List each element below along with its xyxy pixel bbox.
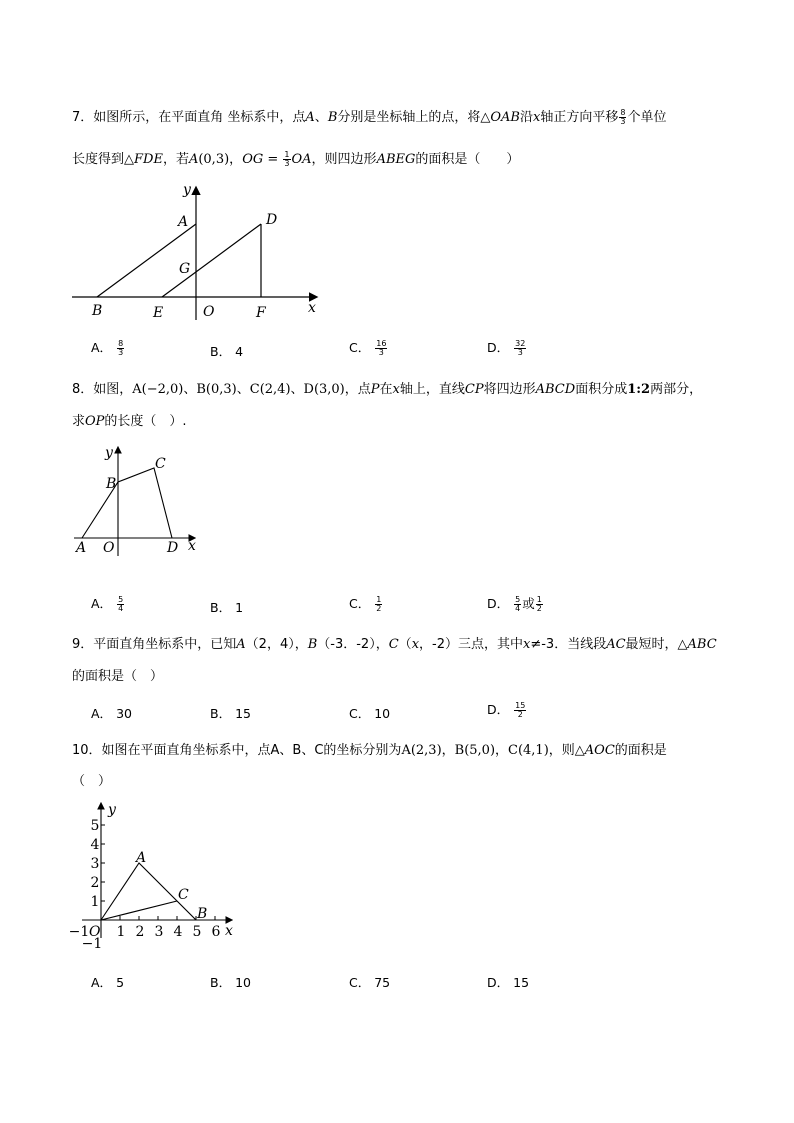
q9-line2 [72,665,163,684]
q10-figure [68,800,243,955]
label-a: A [178,214,189,230]
label-b: B [106,476,117,492]
label-x: x [308,300,316,316]
neg-x-tick: −1 [68,924,90,940]
point-b: B [307,637,318,652]
x-var: x [411,637,420,652]
q8-text: 在 [379,382,393,397]
q7-text: 7．如图所示，在平面直角 坐标系中，点 [72,110,306,125]
coord-a: (0,3) [198,152,230,167]
label-b: B [197,906,208,922]
q9-line1 [72,633,717,652]
q7-text: ，则四边形 [311,152,377,167]
q10-option-d[interactable]: D． 15 [487,975,530,990]
triangle-abc: ABC [687,637,717,652]
q7-option-c[interactable]: C． $\frac{16}{3}$ [349,339,387,357]
quad-abcd: ABCD [535,382,576,397]
neg-y-tick: −1 [81,936,103,952]
segment-op: OP [85,414,105,429]
q7-option-a[interactable]: A． $\frac{8}{3}$ [91,339,124,357]
q10-text: 10．如图在平面直角坐标系中，点A、B、C的坐标分别为 [72,743,402,758]
q8-text: 两部分， [650,382,703,397]
q7-text: 分别是坐标轴上的点，将△ [337,110,491,125]
q9-text: 最短时，△ [625,637,688,652]
q9-text: （ [398,637,412,652]
q10-text: 的面积是 [614,743,667,758]
label-c: C [155,456,166,472]
q7-text: 的面积是（ ） [415,152,520,167]
q7-text: ，若 [162,152,189,167]
quad-abeg: ABEG [376,152,416,167]
q10-option-c[interactable]: C． 75 [349,975,391,990]
label-d: D [167,540,179,556]
x-tick: 1 [116,924,126,940]
q8-option-c[interactable]: C． $\frac{1}{2}$ [349,595,382,613]
y-tick: 4 [90,837,100,853]
q9-text: 9．平面直角坐标系中，已知 [72,637,237,652]
x-var: x [392,382,400,397]
ratio: 1:2 [627,382,651,397]
segment-ac: AC [606,637,626,652]
label-a: A [76,540,87,556]
q9-text: ≠-3．当线段 [530,637,607,652]
triangle-fde: FDE [134,152,163,167]
quad-abcd-shape [82,468,172,538]
label-g: G [179,261,191,277]
point-a: A [236,637,246,652]
x-tick: 2 [135,924,145,940]
q8-text: 将四边形 [483,382,536,397]
y-tick: 5 [90,818,100,834]
x-tick: 3 [154,924,164,940]
x-var: x [533,110,541,125]
q8-text: 8．如图， [72,382,133,397]
q10-line2 [72,770,111,789]
q7-line2 [72,148,519,168]
triangle-oab: OAB [490,110,520,125]
q8-text: 求 [72,414,86,429]
label-a: A [136,850,147,866]
q10-option-b[interactable]: B． 10 [210,975,251,990]
label-o: O [203,304,215,320]
label-b: B [92,303,103,319]
y-tick: 3 [90,856,100,872]
q9-text: （2，4）， [245,637,308,652]
q8-option-b[interactable]: B． 1 [210,600,244,615]
q8-option-a[interactable]: A． $\frac{5}{4}$ [91,595,124,613]
point-c: C [388,637,399,652]
label-e: E [153,305,164,321]
y-tick: 2 [90,875,100,891]
q9-option-d[interactable]: D． $\frac{15}{2}$ [487,701,526,719]
q7-option-b[interactable]: B． 4 [210,344,244,359]
equals: = [263,152,283,167]
q7-text: ， [229,152,243,167]
segment-og: OG [242,152,264,167]
og-fraction: $\frac{1}{3}$ [284,150,290,168]
segment-oa: OA [291,152,312,167]
x-tick: 5 [192,924,202,940]
q9-text: ，-2）三点，其中 [419,637,523,652]
q7-line1 [72,106,666,126]
label-c: C [178,887,189,903]
q10-text: （ ） [72,774,112,789]
q8-line1 [72,378,702,397]
line-cp: CP [464,382,484,397]
point-a: A [305,110,315,125]
q8-line2 [72,410,187,429]
x-var: x [523,637,531,652]
label-y: y [105,445,113,461]
q9-option-a[interactable]: A． 30 [91,706,132,721]
label-o: O [89,924,101,940]
q7-text: 、 [314,110,328,125]
q9-option-b[interactable]: B． 15 [210,706,251,721]
point-p: P [370,382,380,397]
q8-text: 面积分成 [575,382,628,397]
q8-option-d[interactable]: D． $\frac{5}{4}$ 或 $\frac{1}{2}$ [487,595,542,613]
q9-text: （-3．-2）， [317,637,389,652]
label-x: x [188,538,196,554]
label-y: y [108,802,116,818]
q7-option-d[interactable]: D． $\frac{32}{3}$ [487,339,526,357]
q10-text: ，则△ [548,743,585,758]
q8-text: ，点 [344,382,371,397]
q10-line1 [72,739,667,758]
segment-ed [162,224,261,297]
q9-option-c[interactable]: C． 10 [349,706,391,721]
q8-text: 的长度（ ）. [104,414,187,429]
q7-figure [70,180,330,325]
q7-text: 沿 [519,110,533,125]
label-f: F [256,305,266,321]
x-tick: 4 [173,924,183,940]
q10-points: A(2,3)，B(5,0)，C(4,1) [401,743,549,758]
point-b: B [327,110,338,125]
q7-text: 长度得到△ [72,152,134,167]
label-o: O [103,540,115,556]
y-tick: 1 [90,894,100,910]
q8-points: A(−2,0)、B(0,3)、C(2,4)、D(3,0) [132,382,345,397]
triangle-aoc: AOC [584,743,615,758]
label-x: x [225,923,233,939]
q10-option-a[interactable]: A． 5 [91,975,125,990]
q7-text: 轴正方向平移 [540,110,619,125]
label-y: y [183,182,191,198]
q7-text: 个单位 [627,110,667,125]
x-tick: 6 [211,924,221,940]
label-d: D [266,212,278,228]
q8-figure [70,440,205,560]
q8-text: 轴上，直线 [399,382,465,397]
point-a: A [188,152,199,167]
shift-fraction: $\frac{8}{3}$ [620,108,626,126]
q9-text: 的面积是（ ） [72,669,164,684]
